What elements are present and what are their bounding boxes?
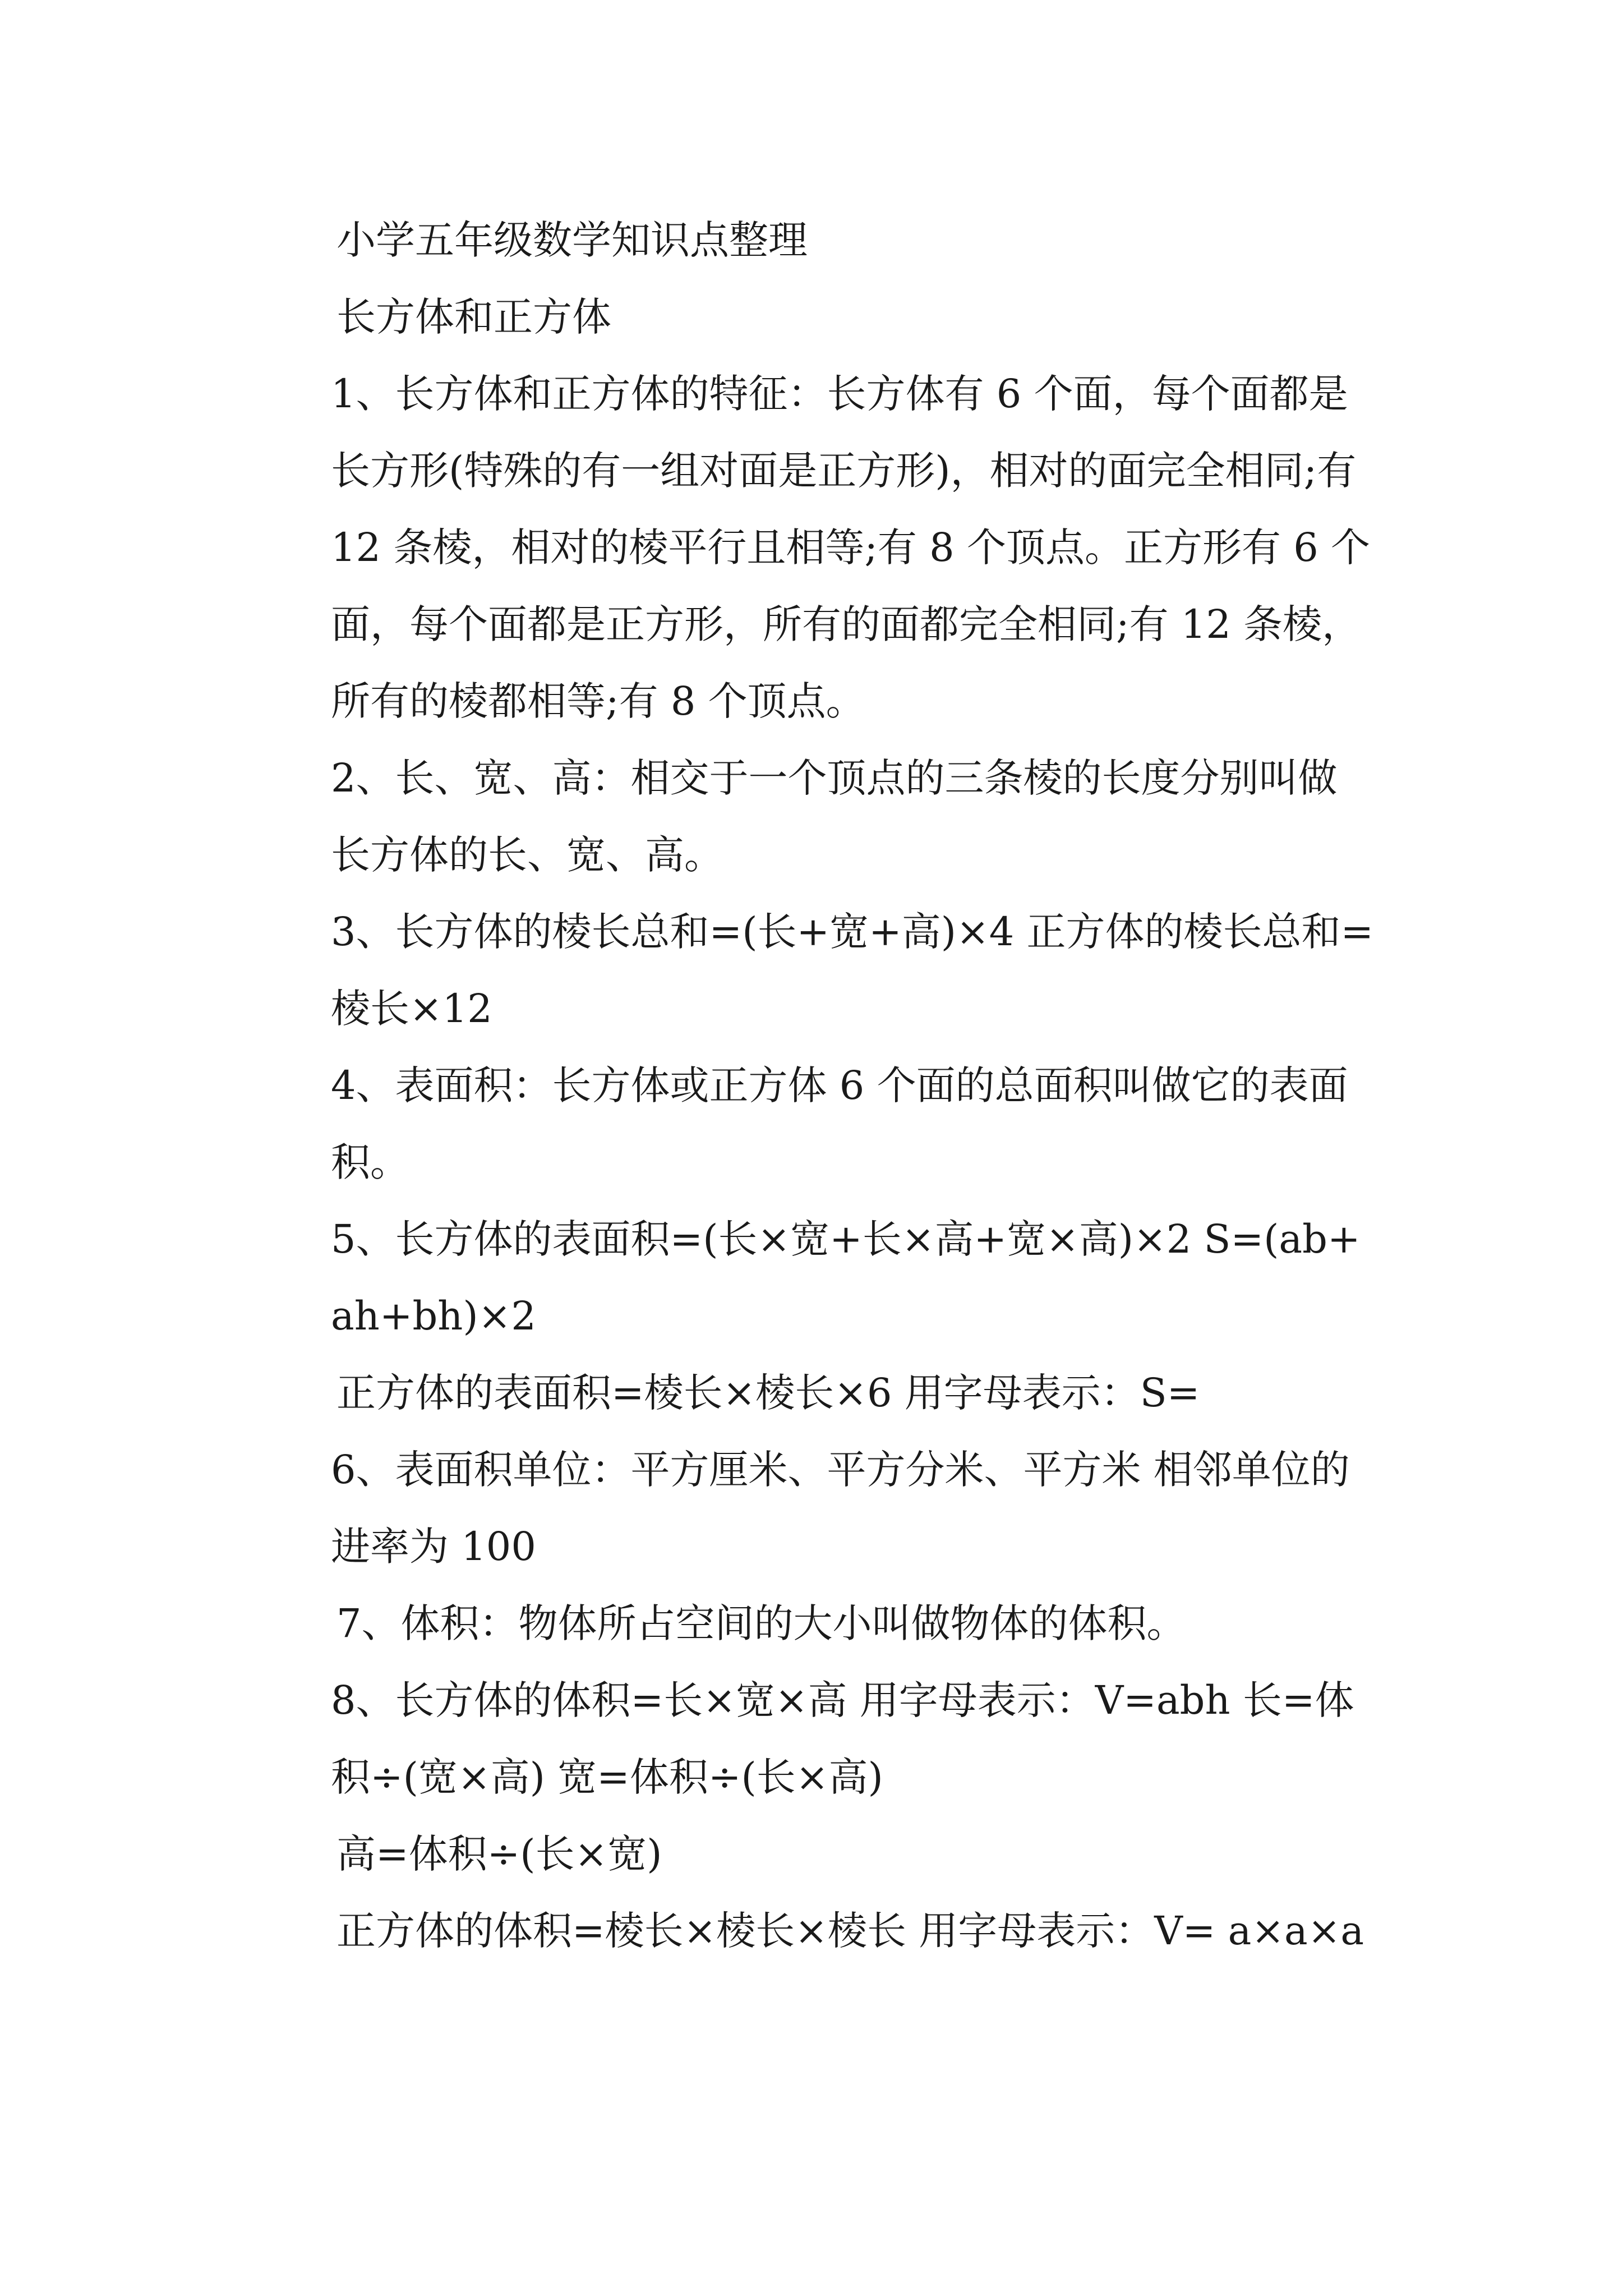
paragraph-1: 1、长方体和正方体的特征：长方体有 6 个面，每个面都是长方形(特殊的有一组对面是正方形)，相对的面完全相同;有 12 条棱，相对的棱平行且相等;有 8 个顶点。正方形有 6 个面，每个面都是正方形，所有的面都完全相同;有 12 条棱，所有的棱都相等;有 8 个顶点。 (331, 371, 1370, 724)
paragraph-4: 4、表面积：长方体或正方体 6 个面的总面积叫做它的表面积。 (331, 1062, 1348, 1185)
document-title: 小学五年级数学知识点整理 (336, 217, 808, 263)
paragraph-5b: 正方体的表面积=棱长×棱长×6 用字母表示：S= (336, 1370, 1200, 1416)
document-page (247, 202, 1374, 1970)
paragraph-2: 2、长、宽、高：相交于一个顶点的三条棱的长度分别叫做长方体的长、宽、高。 (331, 755, 1338, 878)
paragraph-8: 8、长方体的体积=长×宽×高 用字母表示：V=abh 长=体积÷(宽×高) 宽=体积÷(长×高) (331, 1677, 1354, 1800)
paragraph-8b: 高=体积÷(长×宽) (336, 1831, 662, 1877)
paragraph-5: 5、长方体的表面积=(长×宽+长×高+宽×高)×2 S=(ab+ah+bh)×2 (331, 1216, 1361, 1339)
paragraph-9: 正方体的体积=棱长×棱长×棱长 用字母表示：V= a×a×a (336, 1908, 1364, 1954)
paragraph-7: 7、体积：物体所占空间的大小叫做物体的体积。 (336, 1600, 1186, 1646)
paragraph-6: 6、表面积单位：平方厘米、平方分米、平方米 相邻单位的进率为 100 (331, 1447, 1350, 1570)
section-heading: 长方体和正方体 (336, 294, 611, 340)
paragraph-3: 3、长方体的棱长总和=(长+宽+高)×4 正方体的棱长总和=棱长×12 (331, 909, 1374, 1032)
